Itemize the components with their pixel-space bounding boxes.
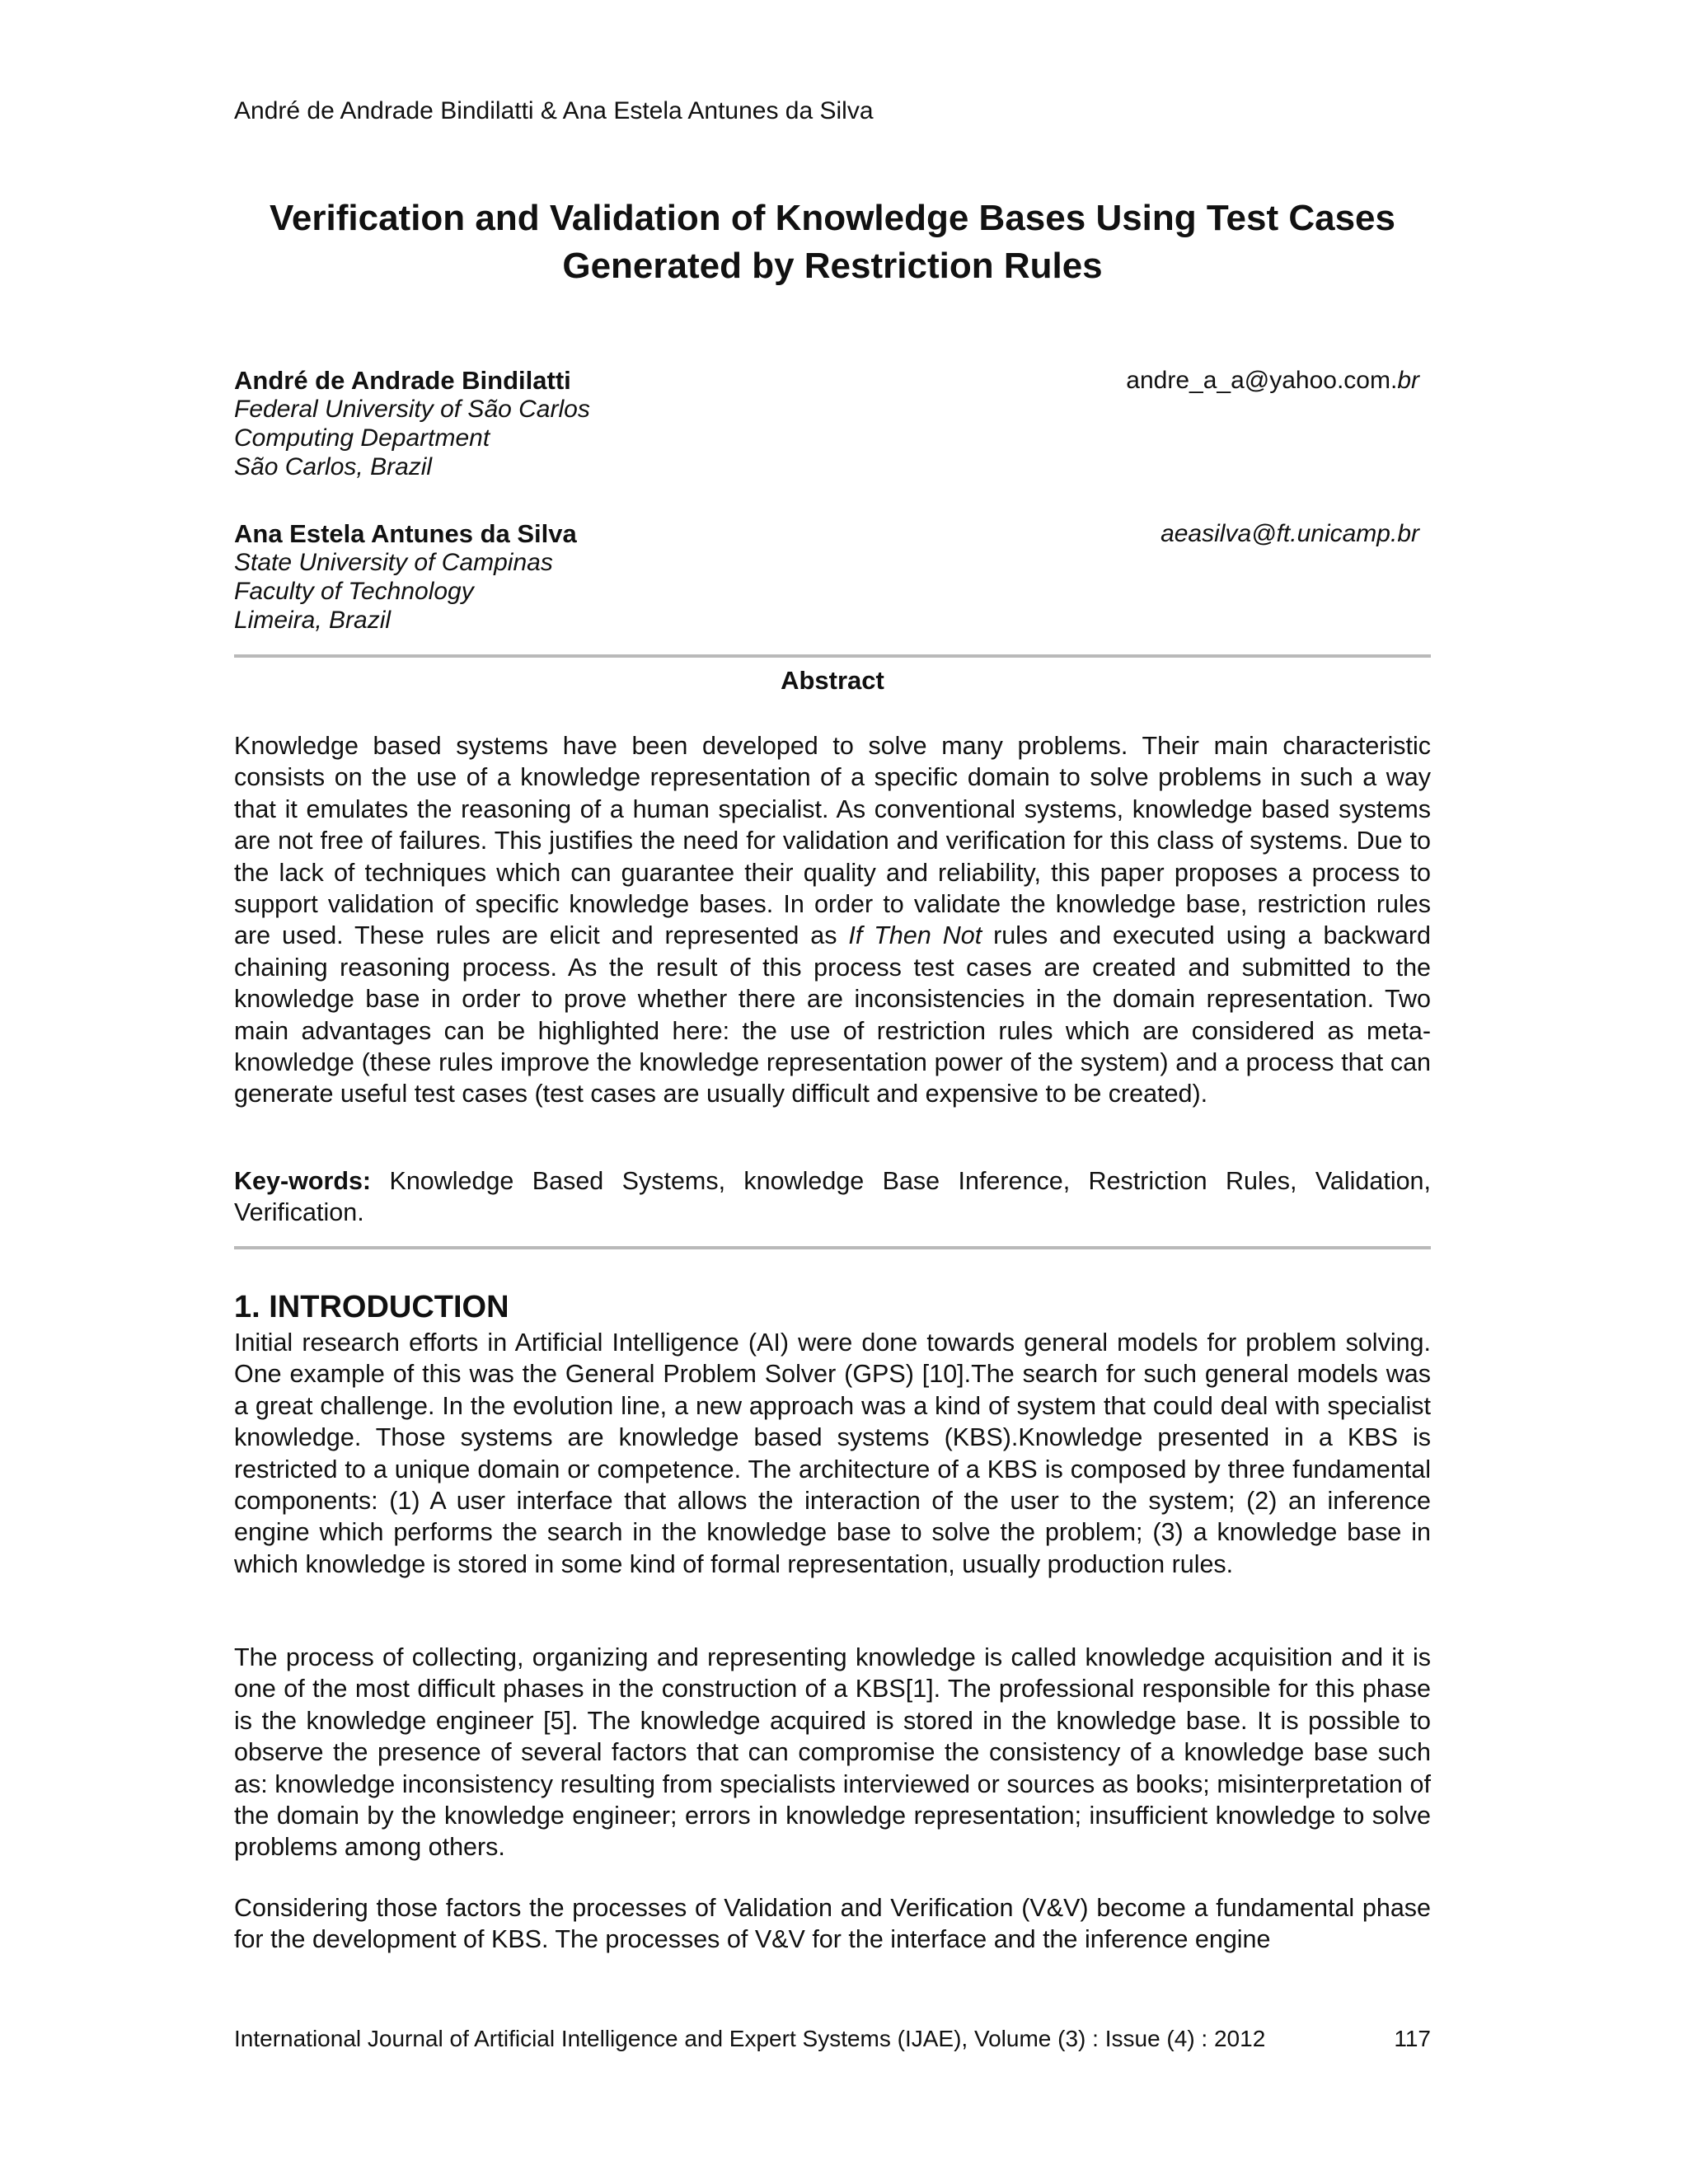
intro-paragraph-1: Initial research efforts in Artificial Intelligence (AI) were done towards general models for problem solving. One example of this was the General Problem Solver (GPS) [10].The search for such general models was a great challenge. In the evolution line, a new approach was a kind of system that could deal with specialist knowledge. Those systems are knowledge based systems (KBS).Knowledge presented in a KBS is restricted to a unique domain or competence. The architecture of a KBS is composed by three fundamental components: (1) A user interface that allows the interaction of the user to the system; (2) an inference engine which performs the search in the knowledge base to solve the problem; (3) a knowledge base in which knowledge is stored in some kind of formal representation, usually production rules.: [234, 1329, 1431, 1578]
title-line-1: Verification and Validation of Knowledge Bases Using Test Cases: [270, 198, 1395, 238]
author-department: Faculty of Technology: [234, 578, 474, 605]
keywords-label: Key-words:: [234, 1167, 372, 1195]
divider-top: [234, 654, 1431, 658]
intro-paragraph-2: The process of collecting, organizing and representing knowledge is called knowledge acquisition and it is one of the most difficult phases in the construction of a KBS[1]. The professional responsible for this phase is the knowledge engineer [5]. The knowledge acquired is stored in the knowledge base. It is possible to observe the presence of several factors that can compromise the consistency of a knowledge base such as: knowledge inconsistency resulting from specialists interviewed or sources as books; misinterpretation of the domain by the knowledge engineer; errors in knowledge representation; insufficient knowledge to solve problems among others.: [234, 1643, 1431, 1862]
author-email[interactable]: andre_a_a@yahoo.com.br: [1126, 367, 1419, 394]
author-location: São Carlos, Brazil: [234, 453, 433, 480]
paper-title: [234, 194, 1431, 290]
abstract-text: Knowledge based systems have been developed to solve many problems. Their main characteristic consists on the use of a knowledge representation of a specific domain to solve problems in such a way that it emulates the reasoning of a human specialist. As conventional systems, knowledge based systems are not free of failures. This justifies the need for validation and verification for this class of systems. Due to the lack of techniques which can guarantee their quality and reliability, this paper proposes a process to support validation of specific knowledge bases. In order to validate the knowledge base, restriction rules are used. These rules are elicit and represented as If Then Not rules and executed using a backward chaining reasoning process. As the result of this process test cases are created and submitted to the knowledge base in order to prove whether there are inconsistencies in the domain representation. Two main advantages can be highlighted here: the use of restriction rules which are considered as meta-knowledge (these rules improve the knowledge representation power of the system) and a process that can generate useful test cases (test cases are usually difficult and expensive to be created).: [234, 732, 1431, 1108]
author-block-2: [234, 519, 1431, 635]
keywords-text: Knowledge Based Systems, knowledge Base Inference, Restriction Rules, Validation, Verification.: [234, 1167, 1431, 1227]
keywords: [234, 1165, 1431, 1229]
journal-citation: International Journal of Artificial Intelligence and Expert Systems (IJAE), Volume (3) : Issue (4) : 2012: [234, 2026, 1266, 2051]
author-affiliation: State University of Campinas: [234, 549, 553, 576]
page-number: 117: [1394, 2026, 1431, 2051]
title-line-2: Generated by Restriction Rules: [562, 246, 1103, 286]
abstract-italic-term: If Then Not: [848, 921, 982, 950]
author-location: Limeira, Brazil: [234, 607, 392, 634]
abstract-heading: Abstract: [781, 666, 884, 695]
author-block-1: [234, 366, 1431, 481]
section-heading: 1. INTRODUCTION: [234, 1290, 509, 1324]
divider-bottom: [234, 1246, 1431, 1249]
author-name: Ana Estela Antunes da Silva: [234, 519, 577, 548]
running-head: André de Andrade Bindilatti & Ana Estela Antunes da Silva: [234, 97, 874, 124]
intro-paragraph-3: Considering those factors the processes of Validation and Verification (V&V) become a fundamental phase for the development of KBS. The processes of V&V for the interface and the inference engine: [234, 1894, 1431, 1954]
author-affiliation: Federal University of São Carlos: [234, 396, 590, 423]
author-name: André de Andrade Bindilatti: [234, 366, 571, 395]
page-footer: [234, 2026, 1431, 2052]
author-email[interactable]: aeasilva@ft.unicamp.br: [1160, 520, 1419, 547]
author-department: Computing Department: [234, 424, 490, 452]
